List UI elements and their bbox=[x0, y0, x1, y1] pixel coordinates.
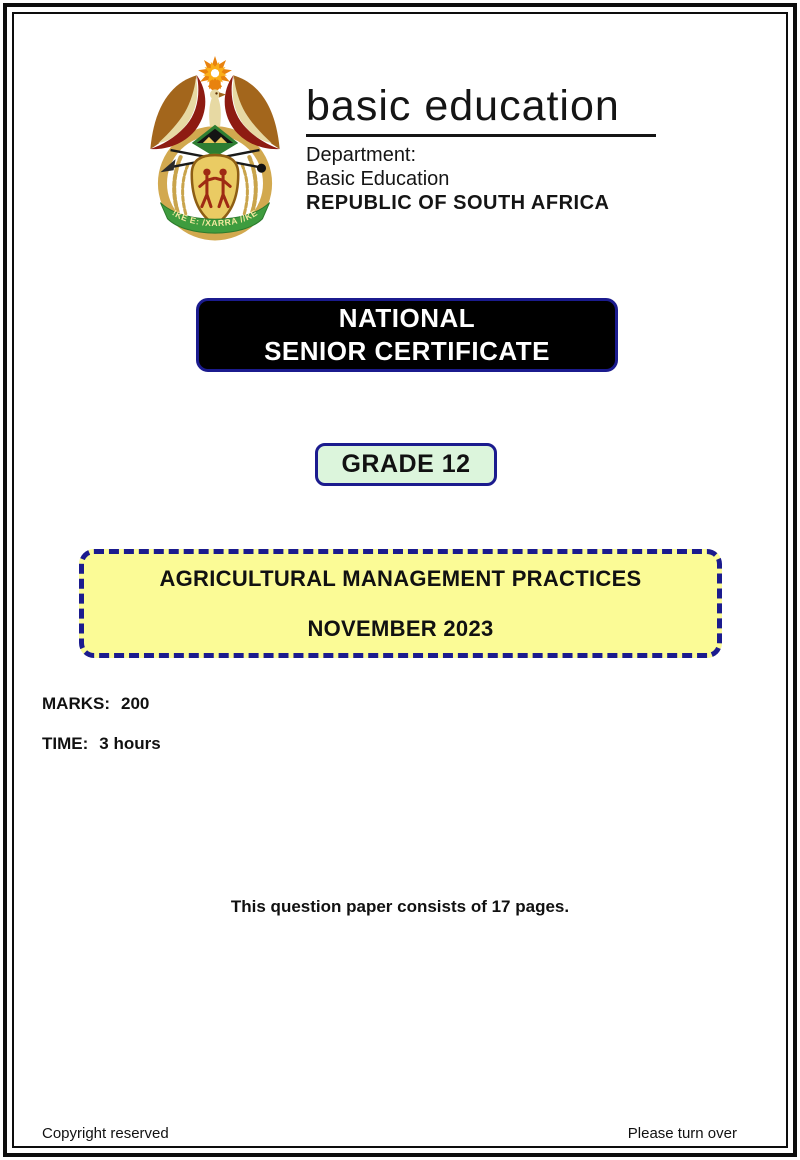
grade-box bbox=[315, 443, 497, 486]
wordmark-department-label: Department: bbox=[306, 144, 417, 166]
marks-label: MARKS: bbox=[42, 694, 110, 713]
subject-title: AGRICULTURAL MANAGEMENT PRACTICES bbox=[159, 565, 642, 591]
south-africa-coat-of-arms bbox=[144, 52, 286, 246]
turn-over-notice: Please turn over bbox=[627, 1125, 737, 1142]
certificate-title-box bbox=[196, 298, 618, 372]
marks-value: 200 bbox=[121, 694, 150, 713]
marks-row bbox=[42, 695, 161, 712]
wordmark-country: REPUBLIC OF SOUTH AFRICA bbox=[306, 192, 610, 214]
copyright-notice: Copyright reserved bbox=[42, 1125, 169, 1142]
time-row bbox=[42, 735, 161, 752]
certificate-title-line2: SENIOR CERTIFICATE bbox=[264, 336, 550, 366]
bird-head bbox=[208, 78, 226, 127]
department-wordmark bbox=[306, 80, 666, 215]
emblem-motto: !KE E: /XARRA //KE bbox=[170, 207, 260, 229]
page-count-note: This question paper consists of 17 pages. bbox=[230, 897, 570, 916]
grade-label: GRADE 12 bbox=[341, 450, 471, 478]
exam-details bbox=[42, 695, 161, 752]
exam-session: NOVEMBER 2023 bbox=[307, 615, 494, 641]
time-label: TIME: bbox=[42, 734, 89, 753]
shield bbox=[192, 155, 238, 225]
wordmark-underline bbox=[306, 134, 656, 137]
wordmark-department-name: Basic Education bbox=[306, 168, 450, 190]
certificate-title-line1: NATIONAL bbox=[338, 303, 476, 333]
subject-box bbox=[79, 549, 722, 658]
wordmark-title: basic education bbox=[306, 82, 620, 130]
time-value: 3 hours bbox=[99, 734, 161, 753]
